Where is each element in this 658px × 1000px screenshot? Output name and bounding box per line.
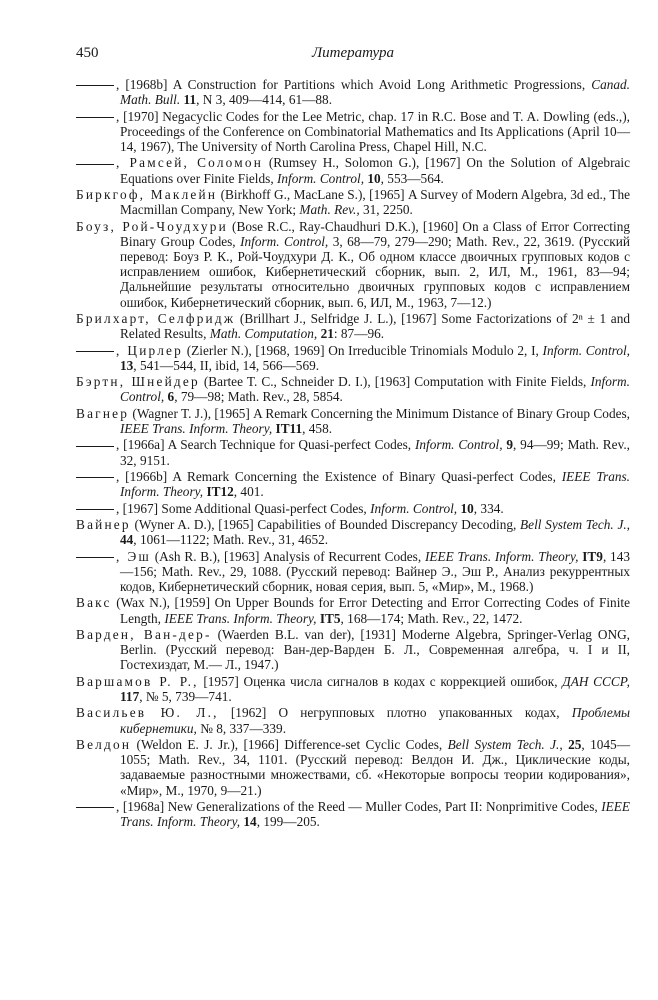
- entry-text: (Wax N.), [1959] On Upper Bounds for Error Detecting and Error Correcting Codes of Finite Length,: [111, 595, 630, 626]
- entry-rest: : 87—96.: [333, 326, 385, 342]
- repeat-author-dash: [76, 164, 114, 165]
- entry-rest: , 401.: [233, 484, 264, 500]
- entry-journal: Bell System Tech. J.,: [447, 736, 563, 752]
- entry-text: [1962] О негрупповых плотно упакованных кодах,: [218, 705, 572, 721]
- entry-journal: Inform. Control,: [120, 374, 630, 405]
- entry-volume: IT11: [275, 420, 303, 436]
- entry-text: (Bartee T. C., Schneider D. I.), [1963] Computation with Finite Fields,: [199, 374, 591, 390]
- bibliography-entry: [76, 374, 630, 404]
- entry-rest: , 199—205.: [256, 814, 320, 830]
- bibliography-entry: [76, 311, 630, 341]
- entry-rest: , 553—564.: [380, 170, 444, 186]
- entry-rest: , 458.: [302, 420, 333, 436]
- entry-journal: IEEE Trans. Inform. Theory,: [120, 798, 630, 830]
- bibliography-entry: [76, 343, 630, 373]
- entry-rest: , 94—99; Math. Rev., 32, 9151.: [120, 437, 630, 468]
- page-header: [76, 45, 630, 73]
- entry-text: , [1967] Some Additional Quasi-perfect Codes,: [116, 500, 371, 516]
- bibliography-entry: [76, 595, 630, 625]
- entry-journal: Inform. Control,: [414, 437, 503, 453]
- entry-rest: , N 3, 409—414, 61—88.: [196, 92, 333, 108]
- entry-author: Васильев Ю. Л.,: [76, 705, 219, 721]
- entry-text: (Zierler N.), [1968, 1969] On Irreducible Trinomials Modulo 2, I,: [183, 342, 543, 358]
- entry-journal: IEEE Trans. Inform. Theory,: [424, 548, 579, 564]
- entry-volume: 9: [506, 437, 514, 453]
- entry-volume: 14: [243, 814, 257, 830]
- bibliography-entry: [76, 437, 630, 467]
- entry-journal: Проблемы кибернетики,: [120, 705, 630, 736]
- entry-text: (Brillhart J., Selfridge J. L.), [1967] Some Factorizations of 2ⁿ ± 1 and Related Results,: [120, 310, 630, 342]
- bibliography-entry: [76, 187, 630, 217]
- entry-rest: , 334.: [473, 500, 504, 516]
- entry-author: Биркгоф, Маклейн: [76, 186, 218, 202]
- entry-author: Вакс: [76, 595, 112, 611]
- entry-journal: IEEE Trans. Inform. Theory,: [120, 468, 630, 500]
- repeat-author-dash: [76, 351, 114, 352]
- bibliography-entry: [76, 627, 630, 673]
- entry-journal: IEEE Trans. Inform. Theory,: [120, 420, 273, 436]
- repeat-author-dash: [76, 117, 114, 118]
- entry-author: Вагнер: [76, 405, 130, 421]
- entry-text: (Ash R. B.), [1963] Analysis of Recurrent Codes,: [150, 548, 425, 564]
- entry-text: (Wyner A. D.), [1965] Capabilities of Bounded Discrepancy Decoding,: [130, 516, 521, 532]
- entry-volume: 13: [120, 357, 134, 373]
- entry-journal: ДАН СССР,: [562, 673, 630, 689]
- entry-author: Бэртн, Шнейдер: [76, 374, 200, 390]
- bibliography-entry: [76, 517, 630, 547]
- entry-author: , Цирлер: [116, 342, 184, 358]
- repeat-author-dash: [76, 509, 114, 510]
- entry-text: (Rumsey H., Solomon G.), [1967] On the Solution of Algebraic Equations over Finite Fields,: [120, 155, 630, 186]
- entry-author: Велдон: [76, 736, 132, 752]
- entry-volume: 6: [167, 389, 175, 405]
- entry-author: , Рамсей, Соломон: [116, 155, 264, 171]
- bibliography-entry: [76, 109, 630, 155]
- entry-text: [1957] Оценка числа сигналов в кодах с коррекцией ошибок,: [198, 673, 563, 689]
- entry-volume: 44: [120, 532, 134, 548]
- entry-author: Брилхарт, Селфридж: [76, 310, 236, 326]
- repeat-author-dash: [76, 807, 114, 808]
- bibliography-entry: [76, 737, 630, 798]
- entry-author: , Эш: [116, 548, 151, 564]
- entry-text: (Weldon E. J. Jr.), [1966] Difference-set Cyclic Codes,: [131, 736, 448, 752]
- bibliography-list: [76, 77, 630, 829]
- bibliography-entry: [76, 155, 630, 185]
- entry-text: (Wagner T. J.), [1965] A Remark Concerning the Minimum Distance of Binary Group Codes,: [129, 405, 630, 421]
- repeat-author-dash: [76, 557, 114, 558]
- entry-rest: , 79—98; Math. Rev., 28, 5854.: [174, 389, 343, 405]
- page-number: 450: [76, 45, 99, 61]
- bibliography-entry: [76, 674, 630, 704]
- repeat-author-dash: [76, 446, 114, 447]
- entry-rest: , 168—174; Math. Rev., 22, 1472.: [340, 610, 523, 626]
- entry-journal: Inform. Control,: [276, 170, 365, 186]
- bibliography-entry: [76, 77, 630, 107]
- entry-journal: Math. Computation,: [209, 326, 318, 342]
- entry-rest: , 143—156; Math. Rev., 29, 1088. (Русский перевод: Вайнер Э., Эш Р., Анализ рекуррентных кодов, Кибернетический сборник, новая серия, вып. 5, «Мир», М., 1968.): [120, 548, 630, 594]
- entry-volume: 10: [460, 500, 474, 516]
- entry-journal: IEEE Trans. Inform. Theory,: [164, 610, 317, 626]
- entry-text: , [1970] Negacyclic Codes for the Lee Metric, chap. 17 in R.C. Bose and T. A. Dowling (eds.,), Proceedings of the Conference on Combinatorial Mathematics and Its Applications (April 10—14, 1967), The University of North Carolina Press, Chapel Hill, N.C.: [116, 108, 630, 154]
- entry-volume: 10: [367, 170, 381, 186]
- entry-author: Варден, Ван-дер-: [76, 626, 212, 642]
- running-title: Литература: [311, 45, 395, 61]
- entry-rest: 3, 68—79, 279—290; Math. Rev., 22, 3619. (Русский перевод: Боуз Р. К., Рой-Чоудхури Д. К., Об одном классе двоичных групповых кодов с исправлением ошибок, Кибернетический сборник, вып. 2, ИЛ, М., 1961, 83—94; Дальнейшие результаты относительно двоичных групповых кодов с исправлением ошибок, Кибернетический сборник, вып. 6, ИЛ, М., 1963, 7—12.): [120, 233, 630, 310]
- entry-text: (Waerden B.L. van der), [1931] Moderne Algebra, Springer-Verlag ONG, Berlin. (Русский перевод: Ван-дер-Варден Б. Л., Современная алгебра, ч. I и II, Гостехиздат, М.— Л., 1947.): [120, 626, 630, 673]
- entry-volume: IT5: [319, 610, 341, 626]
- entry-text: , [1966b] A Remark Concerning the Existence of Binary Quasi-perfect Codes,: [116, 468, 562, 484]
- entry-author: Вайнер: [76, 516, 131, 532]
- entry-rest: , 1061—1122; Math. Rev., 31, 4652.: [133, 532, 329, 548]
- bibliography-entry: [76, 219, 630, 310]
- entry-rest: 31, 2250.: [359, 202, 413, 218]
- entry-volume: 21: [320, 326, 334, 342]
- entry-text: , [1968a] New Generalizations of the Reed — Muller Codes, Part II: Nonprimitive Codes,: [116, 798, 602, 814]
- entry-text: , [1968b] A Construction for Partitions which Avoid Long Arithmetic Progressions,: [116, 77, 592, 92]
- entry-journal: Inform. Control,: [542, 342, 630, 358]
- entry-text: (Bose R.C., Ray-Chaudhuri D.K.), [1960] On a Class of Error Correcting Binary Group Codes,: [120, 218, 630, 249]
- entry-volume: IT12: [206, 484, 234, 500]
- bibliography-entry: [76, 406, 630, 436]
- bibliography-entry: [76, 799, 630, 829]
- entry-volume: IT9: [582, 548, 603, 564]
- entry-journal: Bell System Tech. J.,: [520, 516, 631, 532]
- entry-text: (Birkhoff G., MacLane S.), [1965] A Survey of Modern Algebra, 3d ed., The Macmillan Company, New York;: [120, 186, 630, 218]
- entry-journal: Inform. Control,: [240, 233, 329, 249]
- entry-rest: , № 5, 739—741.: [139, 688, 232, 704]
- entry-rest: № 8, 337—339.: [196, 720, 287, 736]
- entry-volume: 11: [183, 92, 197, 108]
- entry-journal: Inform. Control,: [370, 500, 458, 516]
- repeat-author-dash: [76, 85, 114, 86]
- repeat-author-dash: [76, 477, 114, 478]
- entry-journal: Math. Rev.,: [299, 202, 360, 218]
- bibliography-entry: [76, 549, 630, 595]
- entry-volume: 25: [568, 736, 582, 752]
- bibliography-entry: [76, 501, 630, 516]
- entry-author: Боуз, Рой-Чоудхури: [76, 218, 228, 234]
- entry-text: , [1966a] A Search Technique for Quasi-perfect Codes,: [116, 437, 415, 453]
- bibliography-entry: [76, 705, 630, 735]
- entry-rest: , 1045—1055; Math. Rev., 34, 1101. (Русский перевод: Велдон И. Дж., Циклические коды, задаваемые разностными множествами, сб. «Некоторые вопросы теории кодирования», «Мир», М., 1970, 9—21.): [120, 736, 630, 798]
- bibliography-entry: [76, 469, 630, 499]
- entry-journal: Canad. Math. Bull.: [120, 77, 630, 108]
- entry-volume: 117: [120, 688, 140, 704]
- entry-rest: , 541—544, II, ibid, 14, 566—569.: [133, 357, 320, 373]
- entry-author: Варшамов Р. Р.,: [76, 673, 199, 689]
